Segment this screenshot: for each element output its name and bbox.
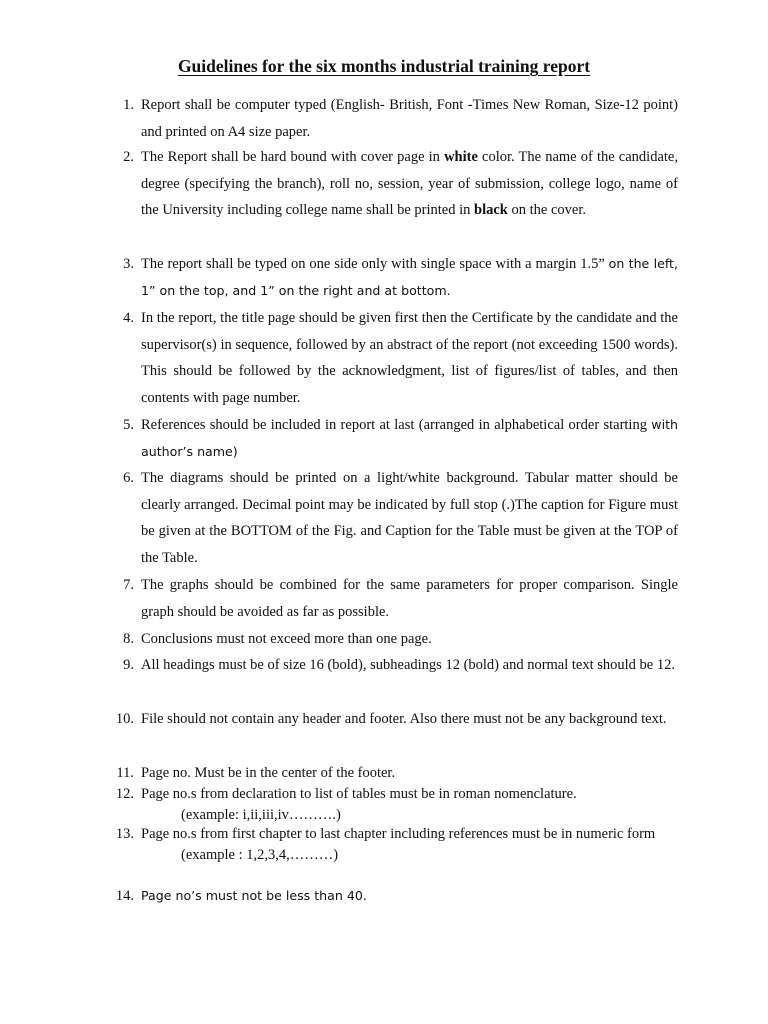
item-number: 9. xyxy=(123,657,134,673)
item-number: 3. xyxy=(123,256,134,272)
item-text: All headings must be of size 16 (bold), subheadings 12 (bold) and normal text should be 12. xyxy=(141,657,675,673)
list-item xyxy=(106,824,678,865)
text-run: References should be included in report at last (arranged in alphabetical order starting xyxy=(141,417,652,433)
text-run: color. The name of the candidate, degree (specifying the branch), roll no, session, year of submission, college logo, name of the University including college name shall be printed in xyxy=(141,149,678,219)
item-number: 6. xyxy=(123,470,134,486)
text-run: The Report shall be hard bound with cover page in xyxy=(141,149,445,165)
list-item xyxy=(106,465,678,572)
item-text xyxy=(141,824,678,865)
item-text: The diagrams should be printed on a light/white background. Tabular matter should be clearly arranged. Decimal point may be indicated by full stop (.)The caption for Figure must be given at the BOTTOM of the Fig. and Caption for the Table must be given at the TOP of the Table. xyxy=(141,470,678,567)
item-number: 12. xyxy=(115,786,134,802)
item-text: File should not contain any header and footer. Also there must not be any background text. xyxy=(141,711,667,727)
list-item xyxy=(106,92,678,145)
list-item xyxy=(106,626,678,653)
text-run: The report shall be typed on one side only with single space with a margin 1.5” xyxy=(141,256,609,272)
item-text: Page no’s must not be less than 40. xyxy=(141,888,367,903)
item-number: 7. xyxy=(123,577,134,593)
item-number: 11. xyxy=(116,765,134,781)
item-number: 10. xyxy=(115,711,134,727)
text-run: on the cover. xyxy=(507,202,586,219)
item-text: Conclusions must not exceed more than one page. xyxy=(141,631,432,647)
item-text: Report shall be computer typed (English- British, Font -Times New Roman, Size-12 point) and printed on A4 size paper. xyxy=(141,97,678,140)
text-run: Page no.s from declaration to list of tables must be in roman nomenclature. xyxy=(141,786,577,802)
emphasis-black: black xyxy=(474,202,508,219)
example-line: (example : 1,2,3,4,………) xyxy=(181,846,339,863)
document-title: Guidelines for the six months industrial training report xyxy=(177,56,591,76)
list-item xyxy=(106,144,678,224)
list-item xyxy=(106,251,678,304)
example-line: (example: i,ii,iii,iv……….) xyxy=(181,806,341,823)
list-item xyxy=(106,784,678,825)
list-item xyxy=(106,886,678,907)
item-text xyxy=(141,784,678,825)
item-number: 13. xyxy=(115,826,134,842)
list-item xyxy=(106,652,678,679)
item-text xyxy=(141,251,678,304)
list-item xyxy=(106,412,678,465)
list-item xyxy=(106,763,678,784)
item-text: Page no. Must be in the center of the footer. xyxy=(141,765,396,781)
item-text: In the report, the title page should be given first then the Certificate by the candidate and the supervisor(s) in sequence, followed by an abstract of the report (not exceeding 1500 words). This should be followed by the acknowledgment, list of figures/list of tables, and then contents with page number. xyxy=(141,310,678,407)
item-text xyxy=(141,412,678,465)
item-number: 4. xyxy=(123,310,134,326)
list-item xyxy=(106,572,678,625)
item-text xyxy=(141,144,678,224)
text-run: with author’s name) xyxy=(141,417,678,459)
item-number: 1. xyxy=(123,97,134,113)
item-text: The graphs should be combined for the same parameters for proper comparison. Single graph should be avoided as far as possible. xyxy=(141,577,678,620)
list-item xyxy=(106,706,678,733)
text-run: Page no.s from first chapter to last chapter including references must be in numeric form xyxy=(141,826,656,842)
item-number: 14. xyxy=(115,888,134,904)
item-number: 8. xyxy=(123,631,134,647)
text-run: on the left, 1” on the top, and 1” on the right and at bottom. xyxy=(141,256,678,298)
item-number: 2. xyxy=(123,149,134,165)
list-item xyxy=(106,305,678,412)
item-number: 5. xyxy=(123,417,134,433)
emphasis-white: white xyxy=(444,149,478,165)
